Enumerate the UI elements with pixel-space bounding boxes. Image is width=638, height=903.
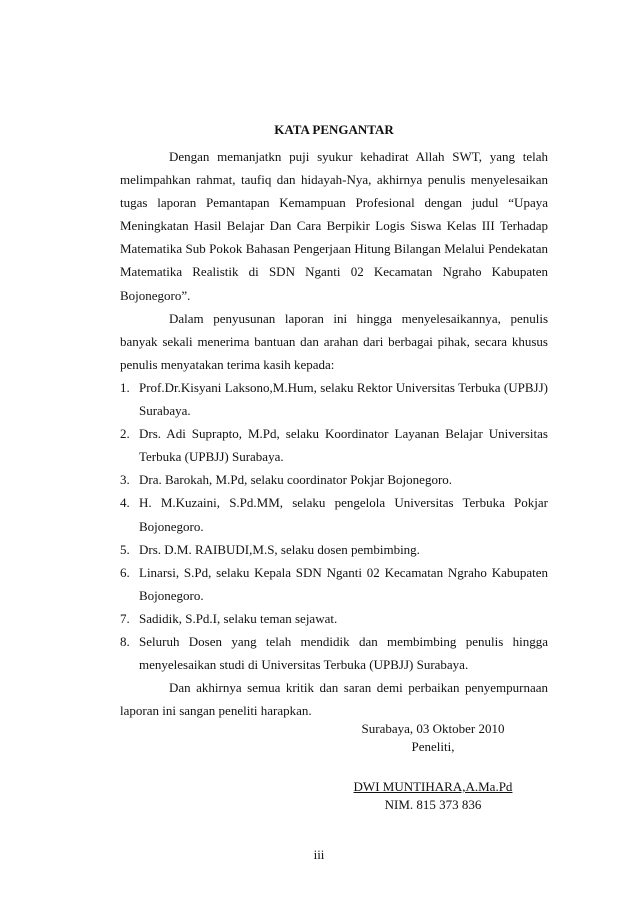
document-body [120,145,548,722]
list-number: 3. [120,472,130,488]
page-number: iii [313,847,325,862]
list-text: Prof.Dr.Kisyani Laksono,M.Hum, selaku Rektor Universitas Terbuka (UPBJJ) Surabaya. [139,379,548,419]
list-number: 6. [120,564,130,580]
signature-role: Peneliti, [411,739,455,754]
acknowledgement-list [120,376,548,676]
list-text: Drs. Adi Suprapto, M.Pd, selaku Koordinator Layanan Belajar Universitas Terbuka (UPBJJ) Surabaya. [139,426,548,465]
list-text: Dra. Barokah, M.Pd, selaku coordinator Pokjar Bojonegoro. [139,472,453,488]
list-text: Drs. D.M. RAIBUDI,M.S, selaku dosen pembimbing. [139,541,420,557]
list-item [120,561,548,607]
list-number: 8. [120,633,130,649]
paragraph-thanks: Dalam penyusunan laporan ini hingga menyelesaikannya, penulis banyak sekali menerima bantuan dan arahan dari berbagai pihak, secara khusus penulis menyatakan terima kasih kepada: [120,310,548,372]
list-item [120,376,548,422]
list-item [120,538,548,561]
signature-nim: NIM. 815 373 836 [384,797,482,812]
list-item [120,491,548,537]
signature-block [340,778,526,814]
list-item [120,630,548,676]
page-title: KATA PENGANTAR [274,122,394,137]
paragraph-closing: Dan akhirnya semua kritik dan saran demi perbaikan penyempurnaan laporan ini sangan peneliti harapkan. [120,680,548,719]
list-number: 2. [120,426,130,442]
list-text: H. M.Kuzaini, S.Pd.MM, selaku pengelola Universitas Terbuka Pokjar Bojonegoro. [139,495,548,534]
list-text: Linarsi, S.Pd, selaku Kepala SDN Nganti 02 Kecamatan Ngraho Kabupaten Bojonegoro. [139,564,548,603]
signature-name: DWI MUNTIHARA,A.Ma.Pd [353,779,513,794]
list-number: 7. [120,610,130,626]
list-text: Seluruh Dosen yang telah mendidik dan membimbing penulis hingga menyelesaikan studi di Universitas Terbuka (UPBJJ) Surabaya. [139,633,548,673]
signature-place-date: Surabaya, 03 Oktober 2010 [361,721,505,736]
list-text: Sadidik, S.Pd.I, selaku teman sejawat. [139,610,338,626]
list-item [120,422,548,468]
paragraph-intro: Dengan memanjatkn puji syukur kehadirat Allah SWT, yang telah melimpahkan rahmat, taufiq dan hidayah-Nya, akhirnya penulis menyelesaikan tugas laporan Pemantapan Kemampuan Profesional dengan judul “Upaya Meningkatan Hasil Belajar Dan Cara Berpikir Logis Siswa Kelas III Terhadap Matematika Sub Pokok Bahasan Pengerjaan Hitung Bilangan Melalui Pendekatan Matematika Realistik di SDN Nganti 02 Kecamatan Ngraho Kabupaten Bojonegoro”. [120,149,548,303]
list-number: 1. [120,379,130,395]
list-item [120,468,548,491]
list-number: 5. [120,541,130,557]
list-number: 4. [120,495,130,511]
signature-header [340,720,526,756]
list-item [120,607,548,630]
